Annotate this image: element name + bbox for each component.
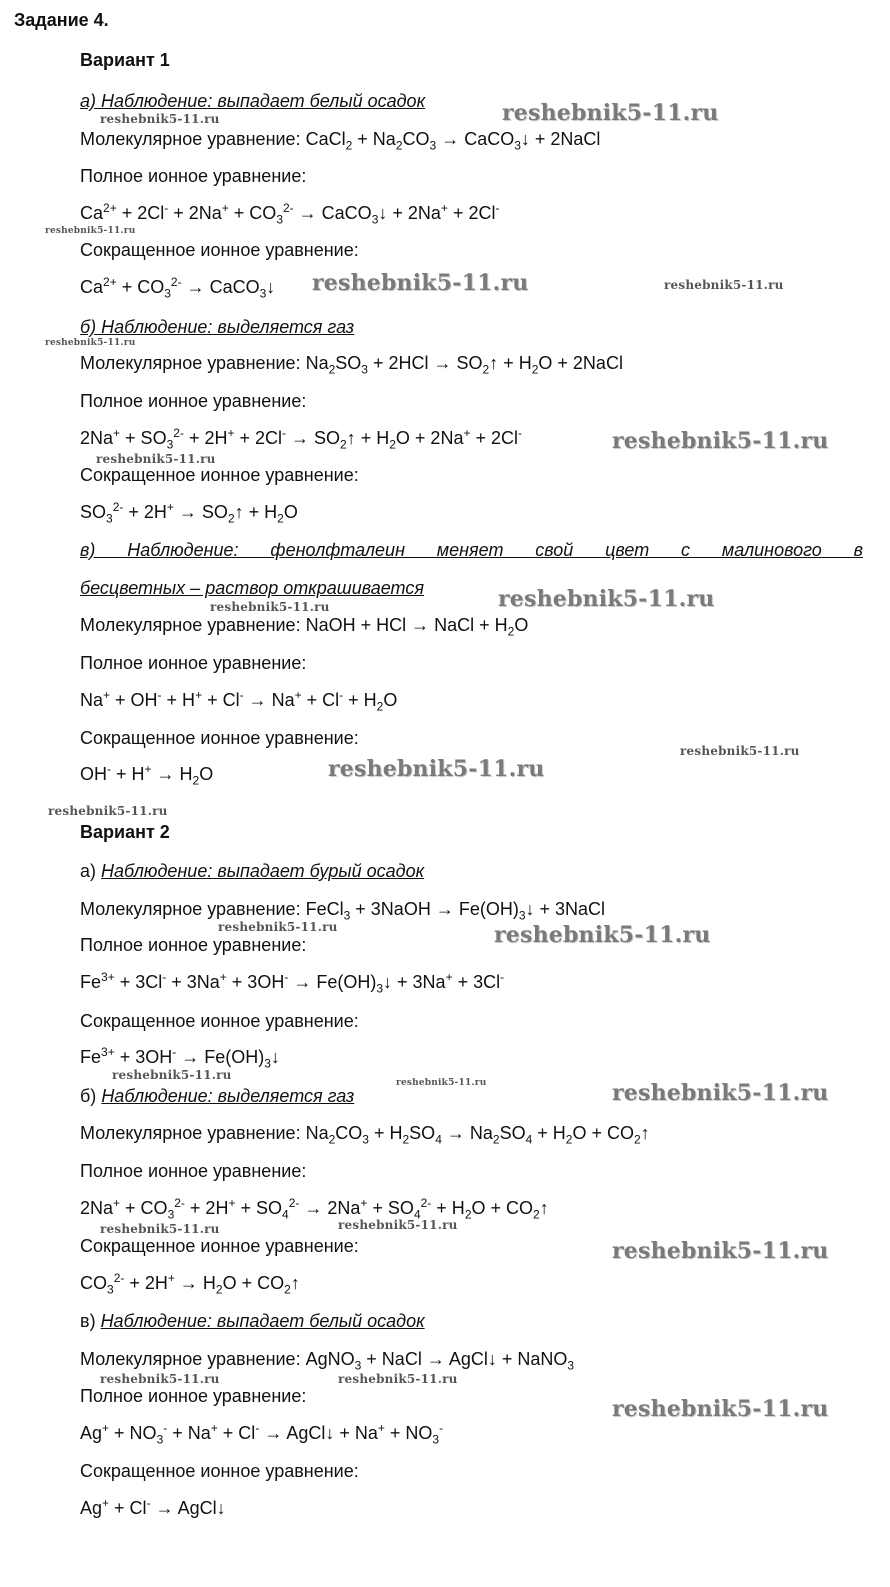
v1-c-short-label: Сокращенное ионное уравнение: [80, 728, 359, 748]
v1-a-short-label: Сокращенное ионное уравнение: [80, 240, 359, 260]
v1-b-short-label: Сокращенное ионное уравнение: [80, 465, 359, 485]
v1-a-full-label: Полное ионное уравнение: [80, 166, 307, 186]
watermark: reshebnik5-11.ru [218, 920, 338, 934]
v1-c-molecular: Молекулярное уравнение: NaOH + HCl → NaCl + $H_2O$ [80, 615, 529, 639]
v1-b-full-equation: $2Na^+ + SO_3^{2-} + 2H^+ + 2Cl^-$ → $SO_2↑ + H_2O + 2Na^+ + 2Cl^-$ [80, 426, 523, 452]
watermark: reshebnik5-11.ru [100, 1222, 220, 1236]
variant-2-title: Вариант 2 [80, 822, 170, 842]
watermark: reshebnik5-11.ru [210, 600, 330, 614]
watermark: reshebnik5-11.ru [96, 452, 216, 466]
watermark: reshebnik5-11.ru [112, 1068, 232, 1082]
variant-1-title: Вариант 1 [80, 50, 170, 70]
watermark: reshebnik5-11.ru [48, 804, 168, 818]
v1-a-short-equation: $Ca^{2+} + CO_3^{2-}$ → CaCO$_3$↓ [80, 275, 276, 301]
v1-b-observation: б) Наблюдение: выделяется газ [80, 317, 355, 337]
v2-a-full-equation: $Fe^{3+} + 3Cl^- + 3Na^+ + 3OH^-$ → $Fe(OH)_3↓ + 3Na^+ + 3Cl^-$ [80, 970, 505, 996]
watermark: reshebnik5-11.ru [100, 112, 220, 126]
v2-b-full-equation: $2Na^+ + CO_3^{2-} + 2H^+ + SO_4^{2-} \to 2Na^+ + SO_4^{2-} + H_2O$ + $CO_2↑$ [80, 1196, 549, 1222]
watermark: reshebnik5-11.ru [612, 1080, 829, 1106]
watermark: reshebnik5-11.ru [498, 586, 715, 612]
v2-a-molecular: Молекулярное уравнение: FeCl$_3$ + 3NaOH → $Fe(OH)_3↓$ + 3NaCl [80, 899, 606, 923]
task-title: Задание 4. [14, 10, 109, 30]
v2-c-observation: в) Наблюдение: выпадает белый осадок [80, 1311, 425, 1331]
watermark: reshebnik5-11.ru [328, 756, 545, 782]
watermark: reshebnik5-11.ru [680, 744, 800, 758]
v1-c-observation-line2: бесцветных – раствор открашивается [80, 578, 424, 598]
v2-c-short-label: Сокращенное ионное уравнение: [80, 1461, 359, 1481]
v1-a-molecular: Молекулярное уравнение: CaCl$_2$ + $Na_2CO_3$ → CaCO$_3$↓ + 2NaCl [80, 129, 601, 153]
v1-a-full-equation: $Ca^{2+} + 2Cl^- + 2Na^+ + CO_3^{2-}$ → CaCO$_3$↓ + 2Na+ + 2Cl- [80, 201, 500, 227]
v1-c-full-label: Полное ионное уравнение: [80, 653, 307, 673]
v2-b-observation: б) Наблюдение: выделяется газ [80, 1086, 355, 1106]
watermark: reshebnik5-11.ru [612, 1238, 829, 1264]
v1-c-full-equation: $Na^+ + OH^- + H^+ + Cl^- \to Na^+ + Cl^- + H_2O$ [80, 688, 398, 714]
v1-b-molecular: Молекулярное уравнение: $Na_2SO_3 + 2HCl$ → $SO_2↑ + H_2O$ + 2NaCl [80, 353, 623, 377]
v2-b-full-label: Полное ионное уравнение: [80, 1161, 307, 1181]
v2-b-short-equation: $CO_3^{2-} + 2H^+ \to H_2O$ + $CO_2↑$ [80, 1271, 300, 1297]
watermark: reshebnik5-11.ru [664, 278, 784, 292]
watermark: reshebnik5-11.ru [312, 270, 529, 296]
v2-a-short-label: Сокращенное ионное уравнение: [80, 1011, 359, 1031]
watermark: reshebnik5-11.ru [502, 100, 719, 126]
watermark: reshebnik5-11.ru [612, 1396, 829, 1422]
watermark: reshebnik5-11.ru [45, 338, 136, 348]
v2-a-observation: а) Наблюдение: выпадает бурый осадок [80, 861, 425, 881]
v1-c-observation-line1: в) Наблюдение: фенолфталеин меняет свой цвет с малинового в [80, 540, 863, 560]
watermark: reshebnik5-11.ru [612, 428, 829, 454]
v2-a-short-equation: $Fe^{3+} + 3OH^-$ → $Fe(OH)_3↓$ [80, 1045, 280, 1071]
watermark: reshebnik5-11.ru [396, 1078, 487, 1088]
v2-c-full-equation: $Ag^+ + NO_3^- + Na^+ + Cl^-$ → AgCl↓ + $Na^+ + NO_3^-$ [80, 1421, 444, 1447]
v1-b-short-equation: $SO_3^{2-} + 2H^+$ → $SO_2↑ + H_2O$ [80, 500, 298, 526]
v1-b-full-label: Полное ионное уравнение: [80, 391, 307, 411]
v2-c-short-equation: Ag+ + Cl- → AgCl↓ [80, 1496, 226, 1518]
v2-c-full-label: Полное ионное уравнение: [80, 1386, 307, 1406]
v2-c-molecular: Молекулярное уравнение: AgNO$_3$ + NaCl → AgCl↓ + NaNO$_3$ [80, 1349, 575, 1373]
v1-c-short-equation: $OH^- + H^+ \to H_2O$ [80, 762, 214, 788]
v2-a-full-label: Полное ионное уравнение: [80, 935, 307, 955]
watermark: reshebnik5-11.ru [45, 226, 136, 236]
v2-b-molecular: Молекулярное уравнение: $Na_2CO_3 + H_2SO_4 \to Na_2SO_4 + H_2O$ + $CO_2↑$ [80, 1123, 650, 1147]
watermark: reshebnik5-11.ru [338, 1218, 458, 1232]
watermark: reshebnik5-11.ru [338, 1372, 458, 1386]
v1-a-observation: а) Наблюдение: выпадает белый осадок [80, 91, 426, 111]
v2-b-short-label: Сокращенное ионное уравнение: [80, 1236, 359, 1256]
watermark: reshebnik5-11.ru [494, 922, 711, 948]
watermark: reshebnik5-11.ru [100, 1372, 220, 1386]
